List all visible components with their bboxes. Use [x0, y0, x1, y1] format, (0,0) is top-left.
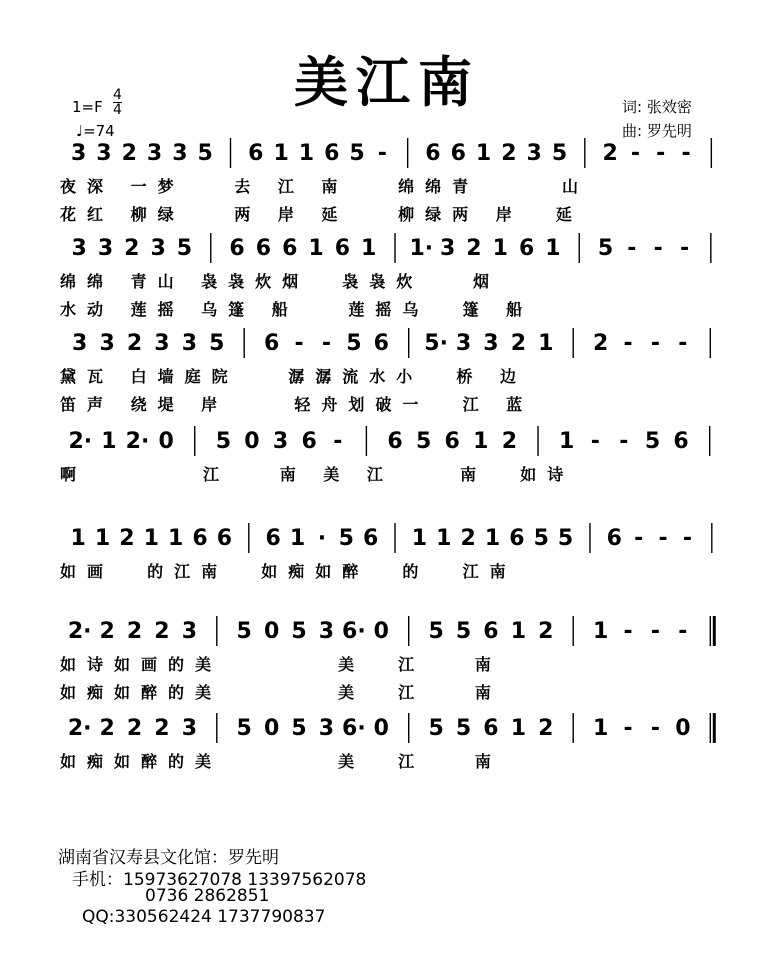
note: 6·: [342, 619, 366, 644]
note: 6: [255, 236, 272, 261]
note: 2·: [125, 429, 150, 454]
note: 6: [509, 526, 525, 551]
note: 5: [415, 429, 432, 454]
note: 2: [538, 716, 554, 741]
note: 3: [72, 331, 88, 356]
note: 0: [158, 429, 174, 454]
note: 6: [387, 429, 403, 454]
note: 1: [70, 526, 86, 551]
note: 6: [192, 526, 208, 551]
lyric-line: 黛瓦 白墙庭院 潺潺流水小 桥 边: [60, 367, 527, 386]
note: -: [294, 331, 304, 356]
note: -: [619, 429, 629, 454]
note: 3: [483, 331, 499, 356]
song-title: 美江南: [294, 50, 480, 114]
note: -: [650, 716, 661, 741]
note: 0: [675, 716, 691, 741]
note: 1: [592, 619, 609, 644]
note: 5: [533, 526, 549, 551]
note: 6: [324, 141, 340, 166]
note: -: [653, 236, 663, 261]
note: 3: [181, 331, 198, 356]
note: 1: [361, 236, 377, 261]
note: -: [681, 141, 691, 166]
note: 6: [301, 429, 317, 454]
note: 3: [150, 236, 166, 261]
note: 5: [455, 619, 472, 644]
note: -: [623, 331, 633, 356]
note: 3: [97, 236, 114, 261]
note: 2: [126, 331, 143, 356]
note: -: [679, 236, 690, 261]
note: 1: [592, 716, 609, 741]
note: 5: [644, 429, 661, 454]
note: 5: [197, 141, 213, 166]
note: 0: [263, 619, 280, 644]
note: 5: [291, 619, 307, 644]
note: 1: [475, 141, 492, 166]
note: 6: [425, 141, 441, 166]
note: 1: [411, 526, 428, 551]
note: 3: [99, 331, 115, 356]
note: 5: [428, 716, 444, 741]
note: 3: [96, 141, 112, 166]
note: 5: [236, 716, 252, 741]
lyric-line: 绵绵 青山 袅袅炊烟 袅袅炊 烟: [60, 272, 500, 291]
footer-line1: 湖南省汉寿县文化馆：罗先明: [58, 848, 279, 868]
note: 2: [602, 141, 618, 166]
note: 3: [172, 141, 188, 166]
note: 2·: [67, 619, 92, 644]
note: 1: [168, 526, 184, 551]
note: 3: [526, 141, 542, 166]
note: 5: [338, 526, 354, 551]
note: 2: [99, 716, 115, 741]
note: -: [656, 141, 666, 166]
tempo-marking: ♩=74: [76, 122, 115, 140]
note: 6: [606, 526, 622, 551]
note: 3: [318, 716, 335, 741]
note: 3: [181, 716, 198, 741]
note: 2: [124, 236, 140, 261]
note: 1: [436, 526, 452, 551]
time-signature: 4 4: [113, 87, 122, 118]
note: 2: [126, 716, 143, 741]
note: 1: [143, 526, 159, 551]
note: 6: [483, 619, 499, 644]
note: -: [682, 526, 693, 551]
note: 1: [484, 526, 501, 551]
note: -: [678, 331, 688, 356]
note: 6: [373, 331, 389, 356]
note: 1: [94, 526, 111, 551]
note: 2: [154, 619, 170, 644]
note: 2: [99, 619, 115, 644]
key-signature: 1=F: [72, 98, 103, 116]
note: 6: [263, 331, 280, 356]
note: 6: [518, 236, 535, 261]
lyric-line: 如痴如醉的美 美 江 南: [60, 683, 502, 702]
note: -: [623, 619, 633, 644]
note: 0: [263, 716, 280, 741]
note: 2·: [67, 716, 92, 741]
note: 6: [362, 526, 379, 551]
note: -: [650, 619, 661, 644]
note: 3: [154, 331, 170, 356]
note: 5: [291, 716, 307, 741]
note: 1: [308, 236, 324, 261]
note: 5: [349, 141, 365, 166]
note: 2: [510, 331, 527, 356]
note: 0: [373, 716, 389, 741]
note: 0: [244, 429, 260, 454]
note: 3: [70, 141, 87, 166]
note: 5: [215, 429, 232, 454]
note: 2: [501, 429, 518, 454]
note: -: [321, 331, 332, 356]
lyric-line: 水动 莲摇 乌篷 船 莲摇乌 篷 船: [60, 300, 534, 319]
note: 5: [597, 236, 614, 261]
note: -: [377, 141, 387, 166]
note: 5: [455, 716, 472, 741]
note: -: [650, 331, 661, 356]
note: -: [623, 716, 633, 741]
lyric-line: 如画 的江南 如痴如醉 的 江南: [60, 562, 517, 581]
note: 3: [181, 619, 198, 644]
note: 1: [510, 716, 527, 741]
note: 1·: [409, 236, 434, 261]
note: 0: [373, 619, 389, 644]
note: 1: [101, 429, 117, 454]
note: 5: [428, 619, 444, 644]
lyric-line: 夜深 一梦 去 江 南 绵绵青 山: [60, 177, 589, 196]
note: -: [627, 236, 637, 261]
note: 1: [510, 619, 527, 644]
note: 1: [473, 429, 489, 454]
note: 2: [121, 141, 137, 166]
note: 6: [673, 429, 689, 454]
note: 3: [71, 236, 87, 261]
note: 2: [119, 526, 135, 551]
note: 5·: [424, 331, 448, 356]
note: 3: [146, 141, 163, 166]
note: 5: [176, 236, 193, 261]
note: 6: [248, 141, 264, 166]
note: 6: [444, 429, 460, 454]
lyric-line: 如痴如醉的美 美 江 南: [60, 752, 502, 771]
note: 2: [460, 526, 476, 551]
note: 1: [545, 236, 561, 261]
note: 5: [551, 141, 568, 166]
footer-phone: 手机：15973627078 13397562078: [72, 870, 367, 890]
footer-qq: QQ:330562424 1737790837: [82, 907, 326, 927]
note: 3: [455, 331, 472, 356]
lyric-line: 笛声 绕堤 岸 轻舟划破一 江 蓝: [60, 395, 534, 414]
note: 5: [209, 331, 225, 356]
note: 6: [282, 236, 298, 261]
note: 6: [450, 141, 466, 166]
note: 1: [558, 429, 575, 454]
note: 2: [126, 619, 143, 644]
lyric-line: 花红 柳绿 两 岸 延 柳绿两 岸 延: [60, 205, 583, 224]
note: 2: [538, 619, 554, 644]
note: -: [333, 429, 343, 454]
note: -: [658, 526, 668, 551]
note: 6: [216, 526, 233, 551]
note: 5: [346, 331, 362, 356]
note: 2: [501, 141, 517, 166]
note: -: [634, 526, 644, 551]
note: ·: [317, 526, 327, 551]
note: 2: [154, 716, 170, 741]
note: 2: [466, 236, 482, 261]
note: -: [678, 619, 688, 644]
note: 1: [492, 236, 508, 261]
note: 3: [439, 236, 456, 261]
note: 2: [592, 331, 609, 356]
lyric-line: 如诗如画的美 美 江 南: [60, 655, 502, 674]
note: 1: [289, 526, 306, 551]
note: 6: [229, 236, 245, 261]
note: 5: [236, 619, 252, 644]
note: -: [630, 141, 640, 166]
note: 1: [538, 331, 554, 356]
footer-tel: 0736 2862851: [145, 886, 270, 906]
note: 6: [265, 526, 281, 551]
composer-credit: 曲: 罗先明: [622, 122, 692, 140]
lyricist-credit: 词: 张效密: [622, 98, 692, 116]
note: 6: [334, 236, 351, 261]
note: -: [590, 429, 600, 454]
note: 6: [483, 716, 499, 741]
note: 5: [557, 526, 574, 551]
lyric-line: 啊 江 南 美 江 南 如诗: [60, 465, 575, 484]
note: 6·: [342, 716, 366, 741]
note: 3: [318, 619, 335, 644]
note: 1: [298, 141, 315, 166]
note: 3: [272, 429, 289, 454]
note: 2·: [68, 429, 93, 454]
note: 1: [273, 141, 289, 166]
